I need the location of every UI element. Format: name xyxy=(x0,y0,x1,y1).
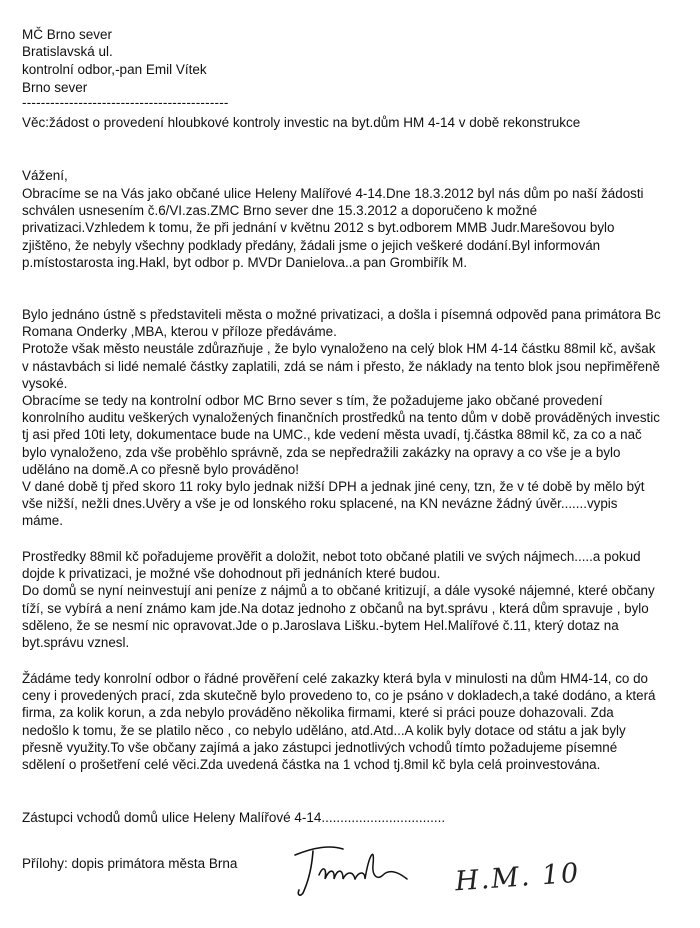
paragraph-2-line: tj asi před 10ti lety, dokumentace bude na UMC., kde vedení města uvadí, tj.částka 88mil kč, za co a nač xyxy=(22,427,642,443)
paragraph-4-line: sdělení o prošetření celé věci.Zda uvedená částka na 1 vchod tj.8mil kč byla celá proinvestována. xyxy=(22,757,601,773)
paragraph-1-line: p.místostarosta ing.Hakl, byt odbor p. MVDr Danielova..a pan Grombiřík M. xyxy=(22,254,468,270)
paragraph-2-line: Romana Onderky ,MBA, kterou v příloze předáváme. xyxy=(22,324,337,340)
paragraph-2-line: máme. xyxy=(22,513,63,529)
paragraph-2-line: konrolního auditu veškerých vynaložených finančních prostředků na tento dům v době prováděných investic xyxy=(22,410,660,426)
paragraph-3-line: Prostředky 88mil kč pořadujeme prověřit a doložit, nebot toto občané platili ve svých nájmech.....a pokud xyxy=(22,549,641,564)
address-line-1: MČ Brno sever xyxy=(22,27,113,42)
paragraph-2-line: Obracíme se tedy na kontrolní odbor MC Brno sever s tím, že požadujeme jako občané provedení xyxy=(22,393,603,409)
address-line-3: kontrolní odbor,-pan Emil Vítek xyxy=(22,62,207,77)
paragraph-3-line: Do domů se nyní neinvestují ani peníze z nájmů a to občané kritizují, a dále vysoké nájemné, které občany xyxy=(22,583,655,599)
paragraph-3 xyxy=(22,548,677,651)
paragraph-4-line: přesně využity.To vše občany zajímá a jako zástupci jednotlivých vchodů tímto požadujeme písemné xyxy=(22,739,618,755)
paragraph-4-line: Žádáme tedy konrolní odbor o řádné prověření celé zakazky která byla v minulosti na dům HM4-14, co do xyxy=(22,671,648,686)
paragraph-2-line: Bylo jednáno ústně s představiteli města o možné privatizaci, a došla i písemná odpověd pana primátora Bc xyxy=(22,307,661,322)
address-separator: -------------------------------------------- xyxy=(22,95,229,110)
paragraph-2-line: uděláno na domě.A co přesně bylo prováděno! xyxy=(22,461,299,477)
paragraph-2 xyxy=(22,306,677,530)
paragraph-1-line: privatizaci.Vzhledem k tomu, že při jednání v květnu 2012 s byt.odborem MMB Judr.Marešovou bylo xyxy=(22,220,615,236)
paragraph-2-line: bylo vynaloženo, zda vše proběhlo správně, zda se nepředražili zakázky na opravy a co vše je a bylo xyxy=(22,444,621,460)
paragraph-2-line: Protože však město neustále zdůrazňuje , že bylo vynaloženo na celý blok HM 4-14 částku 88mil kč, avšak xyxy=(22,341,656,357)
paragraph-3-line: dojde k privatizaci, je možné vše dohodnout při jednáních které budou. xyxy=(22,566,441,582)
address-line-2: Bratislavská ul. xyxy=(22,44,113,59)
paragraph-2-line: vysoké. xyxy=(22,375,68,391)
attachments-line: Přílohy: dopis primátora města Brna xyxy=(22,856,238,871)
paragraph-2-line: V dané době tj před skoro 11 roky bylo jednak nižší DPH a jednak jiné ceny, tzn, že v té době by mělo být xyxy=(22,479,645,495)
paragraph-3-line: tíží, se vybírá a není známo kam jde.Na dotaz jednoho z občanů na byt.správu , která dům spravuje , bylo xyxy=(22,600,649,616)
paragraph-1-line: Obracíme se na Vás jako občané ulice Heleny Malířové 4-14.Dne 18.3.2012 byl nás dům po naší žádosti xyxy=(22,186,644,201)
subject-line: Věc:žádost o provedení hloubkové kontroly investic na byt.dům HM 4-14 v době rekonstrukce xyxy=(22,115,581,130)
handwritten-signature xyxy=(285,835,430,900)
paragraph-3-line: sděleno, že se nesmí nic opravovat.Jde o p.Jaroslava Lišku.-bytem Hel.Malířové č.11, který dotaz na xyxy=(22,617,619,633)
paragraph-4-line: nedošlo k tomu, že se platilo něco , co nebylo uděláno, atd.Atd...A kolik byly dotace od státu a jak byly xyxy=(22,722,626,738)
paragraph-1 xyxy=(22,185,677,271)
paragraph-4-line: firma, za kolik korun, a zda nebylo prováděno několika firmami, které si práci pouze dohazovali. Zda xyxy=(22,705,614,721)
paragraph-1-line: zjištěno, že nebyly všechny podklady předány, žádali jsme o jejich veškeré dodání.Byl informován xyxy=(22,237,601,253)
handwritten-note: H.M. 10 xyxy=(454,857,582,898)
paragraph-2-line: vše nižší, nežli dnes.Uvěry a vše je od lonského roku splacené, na KN nevázne žádný úvěr.......vypis xyxy=(22,496,618,512)
paragraph-3-line: byt.správu vznesl. xyxy=(22,635,130,651)
paragraph-1-line: schválen usnesením č.6/VI.zas.ZMC Brno sever dne 15.3.2012 a doporučeno k možné xyxy=(22,203,538,219)
paragraph-2-line: v nástavbách si lidé nemalé částky zaplatili, zdá se nám i přesto, že náklady na tento blok jsou nepřiměřeně xyxy=(22,358,660,374)
paragraph-4 xyxy=(22,670,677,773)
paragraph-4-line: ceny i provedených prací, zda skutečně bylo provedeno to, co je psáno v dokladech,a také dodáno, a která xyxy=(22,688,656,704)
address-line-4: Brno sever xyxy=(22,80,88,95)
salutation: Vážení, xyxy=(22,168,68,183)
representatives-line: Zástupci vchodů domů ulice Heleny Malířové 4-14................................. xyxy=(22,810,446,825)
